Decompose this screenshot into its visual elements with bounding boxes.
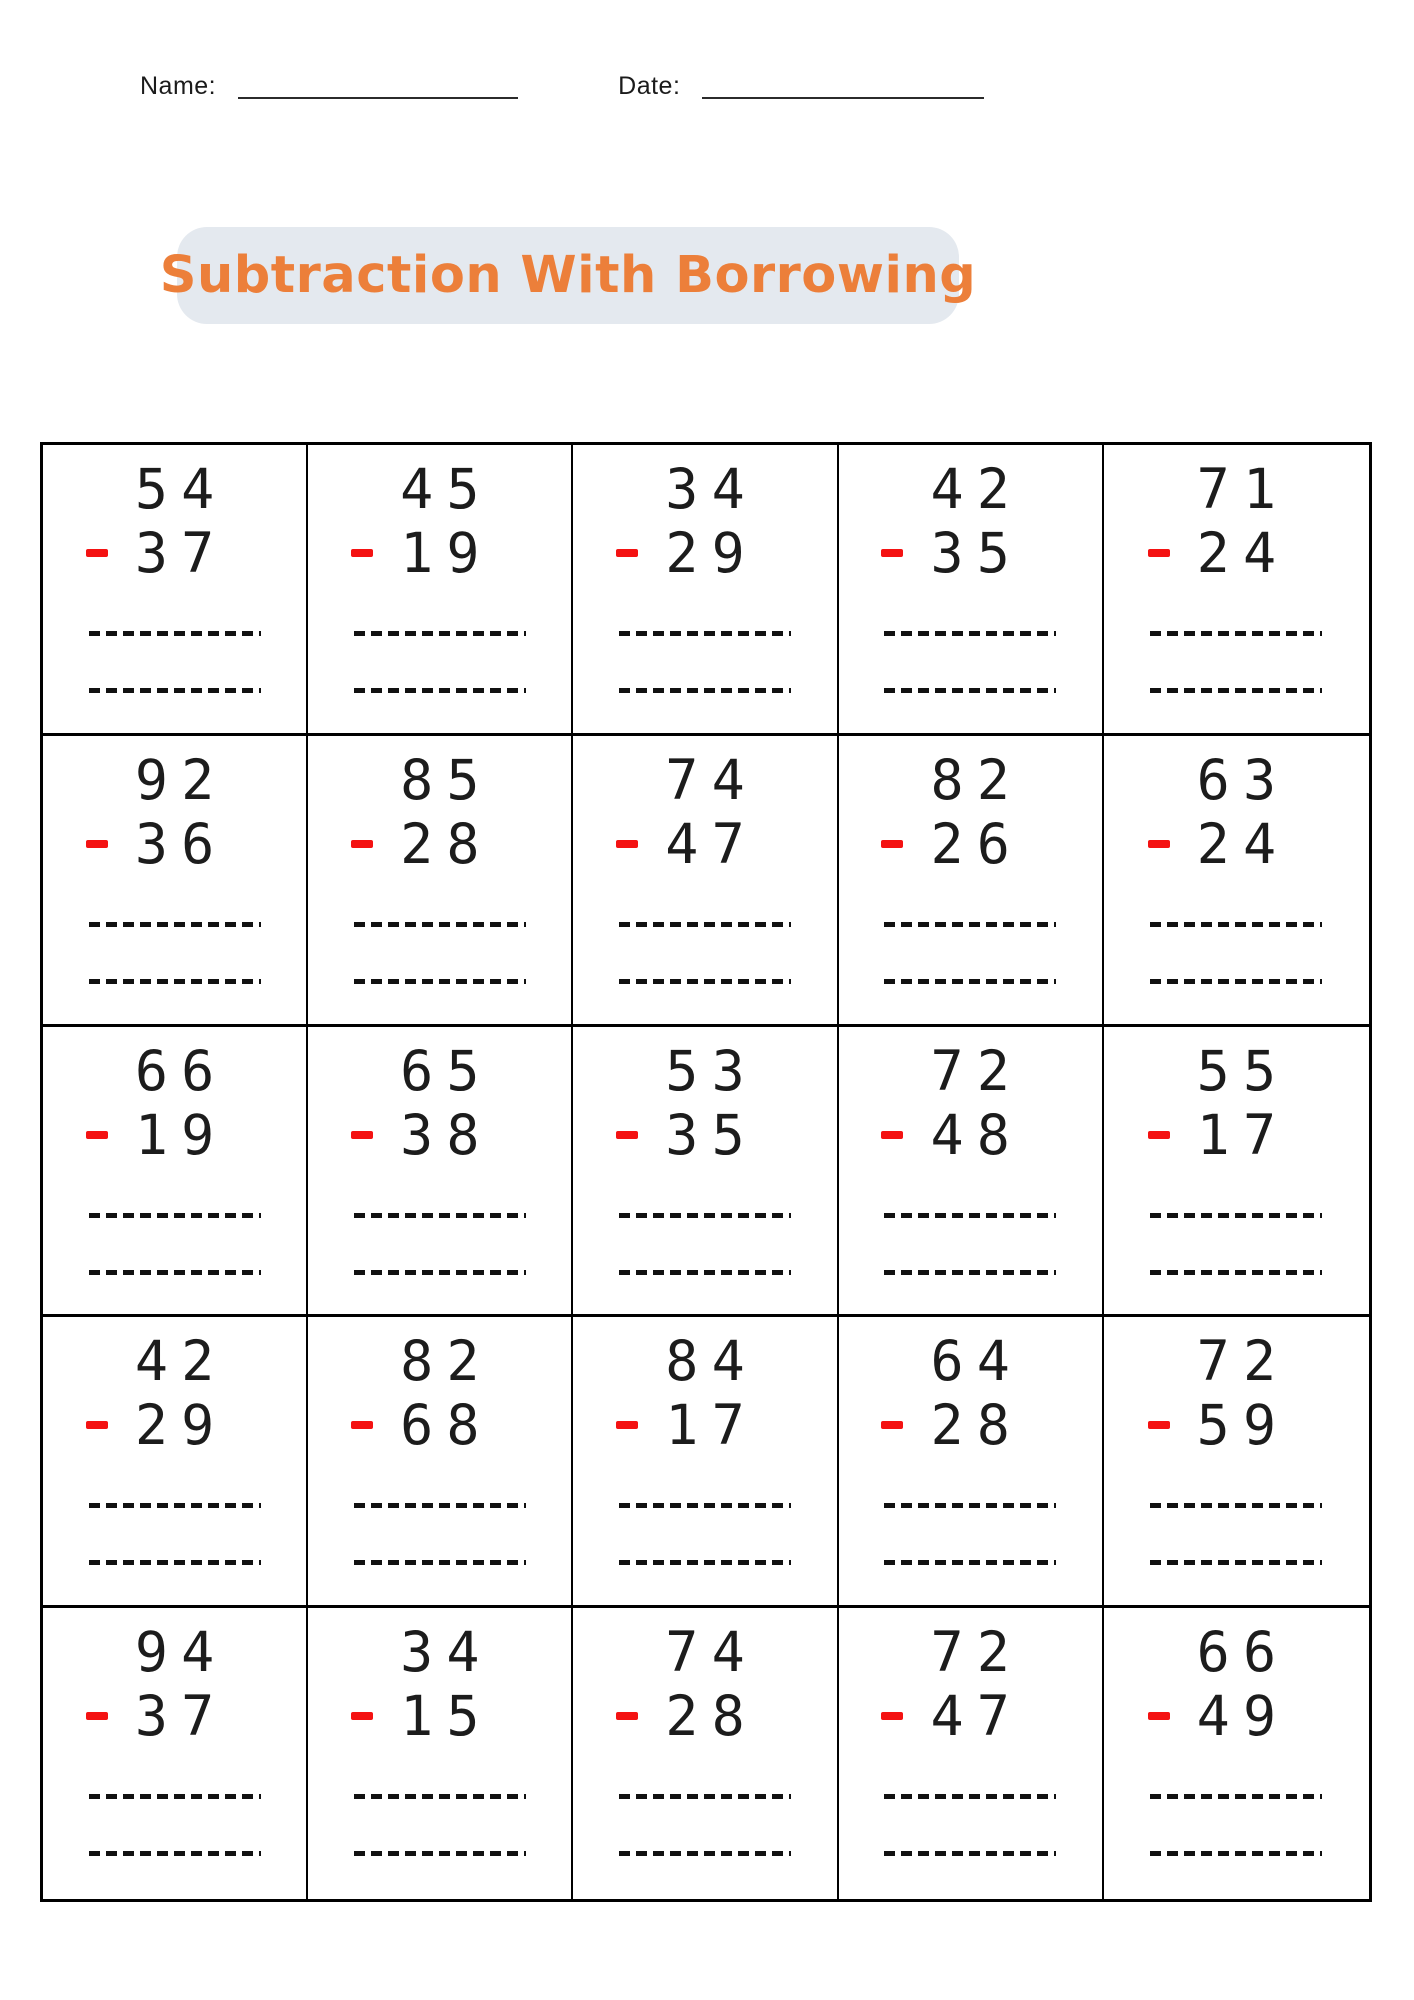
minuend: 74	[665, 747, 758, 812]
minus-icon	[86, 1421, 108, 1429]
problem-cell	[839, 1317, 1104, 1608]
problem-cell	[43, 1608, 308, 1899]
answer-line	[354, 1270, 526, 1275]
answer-line	[1150, 1503, 1322, 1508]
name-label: Name:	[140, 72, 217, 100]
subtrahend: 36	[134, 811, 228, 876]
minuend: 71	[1196, 457, 1290, 521]
answer-line	[1150, 1560, 1322, 1565]
answer-line	[1150, 1213, 1322, 1218]
answer-line	[89, 1213, 261, 1218]
subtrahend: 17	[1196, 1102, 1290, 1167]
answer-line	[619, 1213, 791, 1218]
problem-cell	[308, 1608, 573, 1899]
minuend: 82	[930, 747, 1024, 812]
subtrahend: 28	[665, 1684, 758, 1749]
problem-cell	[839, 445, 1104, 736]
answer-line	[89, 1270, 261, 1275]
minuend: 66	[134, 1038, 228, 1103]
answer-line	[884, 1560, 1056, 1565]
date-write-line	[702, 97, 984, 99]
problem-cell	[308, 1317, 573, 1608]
minus-icon	[881, 1131, 903, 1139]
subtrahend: 35	[930, 521, 1024, 585]
problem-cell	[308, 1027, 573, 1318]
answer-line	[1150, 922, 1322, 927]
subtrahend: 26	[930, 811, 1024, 876]
subtrahend: 59	[1196, 1393, 1290, 1458]
answer-line	[619, 1851, 791, 1856]
answer-line	[354, 1560, 526, 1565]
answer-line	[1150, 979, 1322, 984]
minus-icon	[1148, 549, 1170, 557]
minuend: 54	[134, 457, 228, 521]
answer-line	[884, 688, 1056, 693]
answer-line	[354, 1503, 526, 1508]
answer-line	[1150, 688, 1322, 693]
problem-cell	[839, 1608, 1104, 1899]
subtrahend: 37	[134, 1684, 228, 1749]
answer-line	[89, 1503, 261, 1508]
answer-line	[89, 979, 261, 984]
minuend: 84	[665, 1329, 758, 1394]
problem-cell	[839, 1027, 1104, 1318]
answer-line	[619, 979, 791, 984]
minus-icon	[351, 840, 373, 848]
minus-icon	[351, 1712, 373, 1720]
subtrahend: 48	[930, 1102, 1024, 1167]
minuend: 65	[400, 1038, 493, 1103]
minus-icon	[86, 1712, 108, 1720]
answer-line	[354, 631, 526, 636]
answer-line	[89, 631, 261, 636]
minuend: 53	[665, 1038, 758, 1103]
problem-cell	[1104, 736, 1369, 1027]
problem-cell	[573, 1027, 838, 1318]
subtrahend: 15	[400, 1684, 493, 1749]
minus-icon	[1148, 1712, 1170, 1720]
subtrahend: 19	[400, 521, 493, 585]
minus-icon	[351, 549, 373, 557]
answer-line	[354, 979, 526, 984]
subtrahend: 24	[1196, 811, 1290, 876]
answer-line	[354, 1794, 526, 1799]
minus-icon	[881, 840, 903, 848]
minus-icon	[616, 1712, 638, 1720]
subtrahend: 68	[400, 1393, 493, 1458]
minuend: 63	[1196, 747, 1290, 812]
answer-line	[1150, 1851, 1322, 1856]
date-label: Date:	[618, 72, 681, 100]
problem-cell	[1104, 445, 1369, 736]
answer-line	[619, 1503, 791, 1508]
minus-icon	[351, 1131, 373, 1139]
minuend: 66	[1196, 1620, 1290, 1685]
problem-cell	[1104, 1608, 1369, 1899]
answer-line	[884, 1270, 1056, 1275]
subtrahend: 38	[400, 1102, 493, 1167]
name-write-line	[238, 97, 518, 99]
minus-icon	[1148, 840, 1170, 848]
minus-icon	[86, 1131, 108, 1139]
subtrahend: 29	[134, 1393, 228, 1458]
subtrahend: 19	[134, 1102, 228, 1167]
minuend: 72	[1196, 1329, 1290, 1394]
answer-line	[89, 1794, 261, 1799]
answer-line	[619, 688, 791, 693]
minus-icon	[1148, 1421, 1170, 1429]
answer-line	[619, 1270, 791, 1275]
answer-line	[884, 1851, 1056, 1856]
answer-line	[1150, 1794, 1322, 1799]
answer-line	[354, 1213, 526, 1218]
problems-grid	[40, 442, 1372, 1902]
answer-line	[354, 688, 526, 693]
problem-cell	[573, 445, 838, 736]
minus-icon	[351, 1421, 373, 1429]
answer-line	[89, 688, 261, 693]
minus-icon	[1148, 1131, 1170, 1139]
minus-icon	[881, 1421, 903, 1429]
subtrahend: 28	[930, 1393, 1024, 1458]
minuend: 42	[930, 457, 1024, 521]
subtrahend: 49	[1196, 1684, 1290, 1749]
minuend: 64	[930, 1329, 1024, 1394]
problem-cell	[1104, 1027, 1369, 1318]
minus-icon	[881, 1712, 903, 1720]
minus-icon	[616, 1421, 638, 1429]
minuend: 74	[665, 1620, 758, 1685]
subtrahend: 17	[665, 1393, 758, 1458]
answer-line	[89, 1560, 261, 1565]
answer-line	[884, 1213, 1056, 1218]
minuend: 42	[134, 1329, 228, 1394]
answer-line	[619, 1794, 791, 1799]
minuend: 45	[400, 457, 493, 521]
answer-line	[1150, 1270, 1322, 1275]
subtrahend: 29	[665, 521, 758, 585]
answer-line	[89, 1851, 261, 1856]
minus-icon	[616, 840, 638, 848]
problem-cell	[573, 1608, 838, 1899]
problem-cell	[43, 445, 308, 736]
problem-cell	[573, 736, 838, 1027]
minuend: 55	[1196, 1038, 1290, 1103]
worksheet-header	[140, 72, 984, 101]
problem-cell	[43, 1317, 308, 1608]
minuend: 94	[134, 1620, 228, 1685]
minuend: 34	[665, 457, 758, 521]
problem-cell	[308, 445, 573, 736]
answer-line	[619, 631, 791, 636]
minus-icon	[616, 1131, 638, 1139]
minuend: 72	[930, 1620, 1024, 1685]
answer-line	[354, 1851, 526, 1856]
problem-cell	[1104, 1317, 1369, 1608]
minus-icon	[616, 549, 638, 557]
answer-line	[619, 922, 791, 927]
minuend: 72	[930, 1038, 1024, 1103]
problem-cell	[308, 736, 573, 1027]
subtrahend: 47	[930, 1684, 1024, 1749]
answer-line	[884, 1794, 1056, 1799]
minuend: 82	[400, 1329, 493, 1394]
minus-icon	[881, 549, 903, 557]
minus-icon	[86, 840, 108, 848]
answer-line	[884, 631, 1056, 636]
problem-cell	[839, 736, 1104, 1027]
answer-line	[1150, 631, 1322, 636]
answer-line	[354, 922, 526, 927]
title-banner	[159, 227, 977, 324]
problem-cell	[43, 736, 308, 1027]
subtrahend: 35	[665, 1102, 758, 1167]
answer-line	[89, 922, 261, 927]
minus-icon	[86, 549, 108, 557]
problem-cell	[573, 1317, 838, 1608]
answer-line	[884, 1503, 1056, 1508]
subtrahend: 47	[665, 811, 758, 876]
minuend: 85	[400, 747, 493, 812]
subtrahend: 24	[1196, 521, 1290, 585]
answer-line	[884, 979, 1056, 984]
answer-line	[884, 922, 1056, 927]
minuend: 92	[134, 747, 228, 812]
page-title: Subtraction With Borrowing	[159, 246, 977, 305]
answer-line	[619, 1560, 791, 1565]
minuend: 34	[400, 1620, 493, 1685]
problem-cell	[43, 1027, 308, 1318]
subtrahend: 37	[134, 521, 228, 585]
subtrahend: 28	[400, 811, 493, 876]
